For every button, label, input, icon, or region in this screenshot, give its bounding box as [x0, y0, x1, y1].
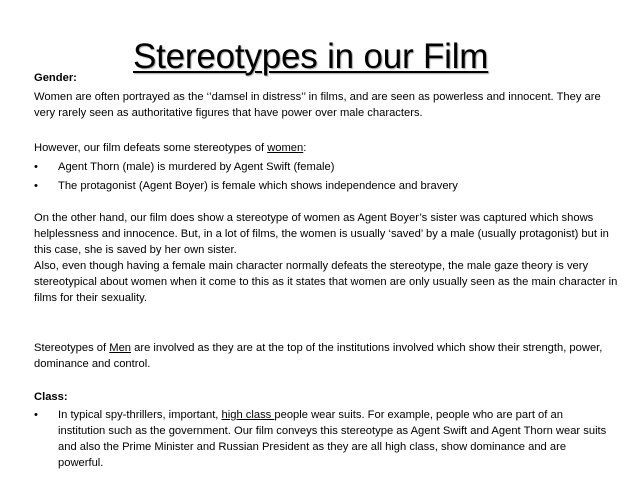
list-item-text: The protagonist (Agent Boyer) is female which shows independence and bravery [58, 180, 458, 192]
men-keyword: Men [109, 342, 132, 354]
bullet-icon: • [34, 180, 38, 192]
class-bullet-suffix: people wear suits. For example, people who are part of an institution such as the government. Our film conveys this stereotype as Agent Swift and Agent Thorn wear suits and also the Prime Minister and Russian President as they are all high class, show dominance and are powerful. [58, 409, 607, 469]
class-bullet-prefix: In typical spy-thrillers, important, [58, 409, 222, 421]
however-suffix: : [303, 142, 307, 154]
men-prefix: Stereotypes of [34, 342, 110, 354]
class-bullet-keyword: high class [221, 409, 275, 421]
slide-title: Stereotypes in our Film [133, 37, 489, 76]
however-paragraph [34, 140, 619, 156]
class-heading: Class: [34, 391, 68, 403]
gender-heading: Gender: [34, 72, 77, 84]
class-bullet-text [58, 407, 613, 471]
men-suffix: are involved as they are at the top of the institutions involved which show their strength, power, dominance and control. [34, 342, 603, 370]
men-paragraph [34, 340, 619, 372]
however-keyword: women [267, 142, 304, 154]
gender-intro-paragraph: Women are often portrayed as the ‘’damsel in distress’’ in films, and are seen as powerless and innocent. They are very rarely seen as authoritative figures that have power over male characters. [34, 91, 601, 119]
bullet-icon: • [34, 161, 38, 173]
also-paragraph: Also, even though having a female main character normally defeats the stereotype, the male gaze theory is very stereotypical about women when it come to this as it states that women are only usually seen as the main character in films for their sexuality. [34, 260, 618, 304]
list-item-text: Agent Thorn (male) is murdered by Agent Swift (female) [58, 161, 335, 173]
other-hand-paragraph: On the other hand, our film does show a stereotype of women as Agent Boyer’s sister was captured which shows helplessness and innocence. But, in a lot of films, the women is usually ‘saved’ by a male (usually protagonist) but in this case, she is saved by her own sister. [34, 212, 609, 256]
however-prefix: However, our film defeats some stereotypes of [34, 142, 268, 154]
bullet-icon: • [34, 409, 38, 421]
